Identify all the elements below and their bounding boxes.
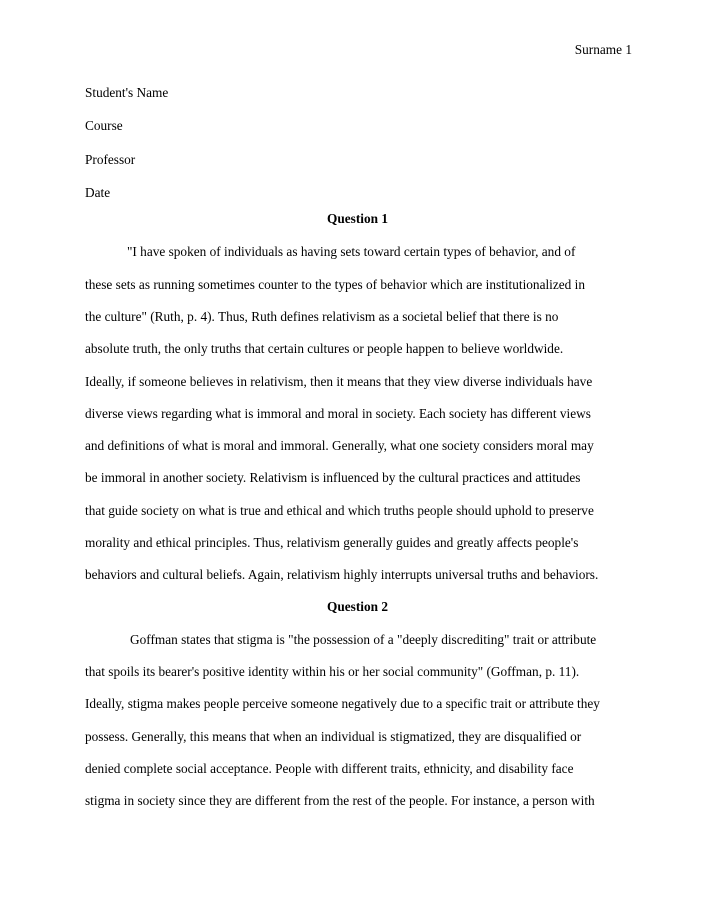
paragraph-line: absolute truth, the only truths that certain cultures or people happen to believe worldwide.: [85, 341, 564, 356]
paragraph-line: be immoral in another society. Relativism is influenced by the cultural practices and attitudes: [85, 470, 581, 485]
paragraph-line: Ideally, stigma makes people perceive someone negatively due to a specific trait or attribute they: [85, 696, 600, 711]
paragraph-line: Ideally, if someone believes in relativism, then it means that they view diverse individuals have: [85, 374, 593, 389]
paragraph-line: "I have spoken of individuals as having sets toward certain types of behavior, and of: [127, 244, 576, 259]
paragraph-line: diverse views regarding what is immoral and moral in society. Each society has different views: [85, 406, 591, 421]
paragraph-line: behaviors and cultural beliefs. Again, relativism highly interrupts universal truths and behaviors.: [85, 567, 599, 582]
paragraph-line: the culture" (Ruth, p. 4). Thus, Ruth defines relativism as a societal belief that there is no: [85, 309, 559, 324]
date-line: Date: [85, 184, 111, 200]
paragraph-line: morality and ethical principles. Thus, relativism generally guides and greatly affects people's: [85, 535, 579, 550]
paragraph-line: that guide society on what is true and ethical and which truths people should uphold to preserve: [85, 503, 594, 518]
paragraph-line: and definitions of what is moral and immoral. Generally, what one society considers moral may: [85, 438, 594, 453]
student-name: Student's Name: [85, 85, 169, 100]
paragraph-line: that spoils its bearer's positive identity within his or her social community" (Goffman, p. 11).: [85, 664, 580, 679]
paragraph-line: Goffman states that stigma is "the possession of a "deeply discrediting" trait or attribute: [130, 632, 597, 647]
paragraph-line: stigma in society since they are different from the rest of the people. For instance, a person with: [85, 793, 595, 808]
mla-heading: [85, 84, 630, 217]
course-name: Course: [85, 118, 123, 134]
professor-name: Professor: [85, 151, 136, 167]
paragraph-line: possess. Generally, this means that when an individual is stigmatized, they are disqualified or: [85, 729, 582, 744]
section-title-question-1: Question 1: [327, 211, 388, 226]
running-head: Surname 1: [574, 42, 632, 57]
paragraph-line: denied complete social acceptance. People with different traits, ethnicity, and disability face: [85, 761, 574, 776]
paragraph-line: these sets as running sometimes counter to the types of behavior which are institutionalized in: [85, 277, 585, 292]
section-title-question-2: Question 2: [327, 599, 388, 614]
